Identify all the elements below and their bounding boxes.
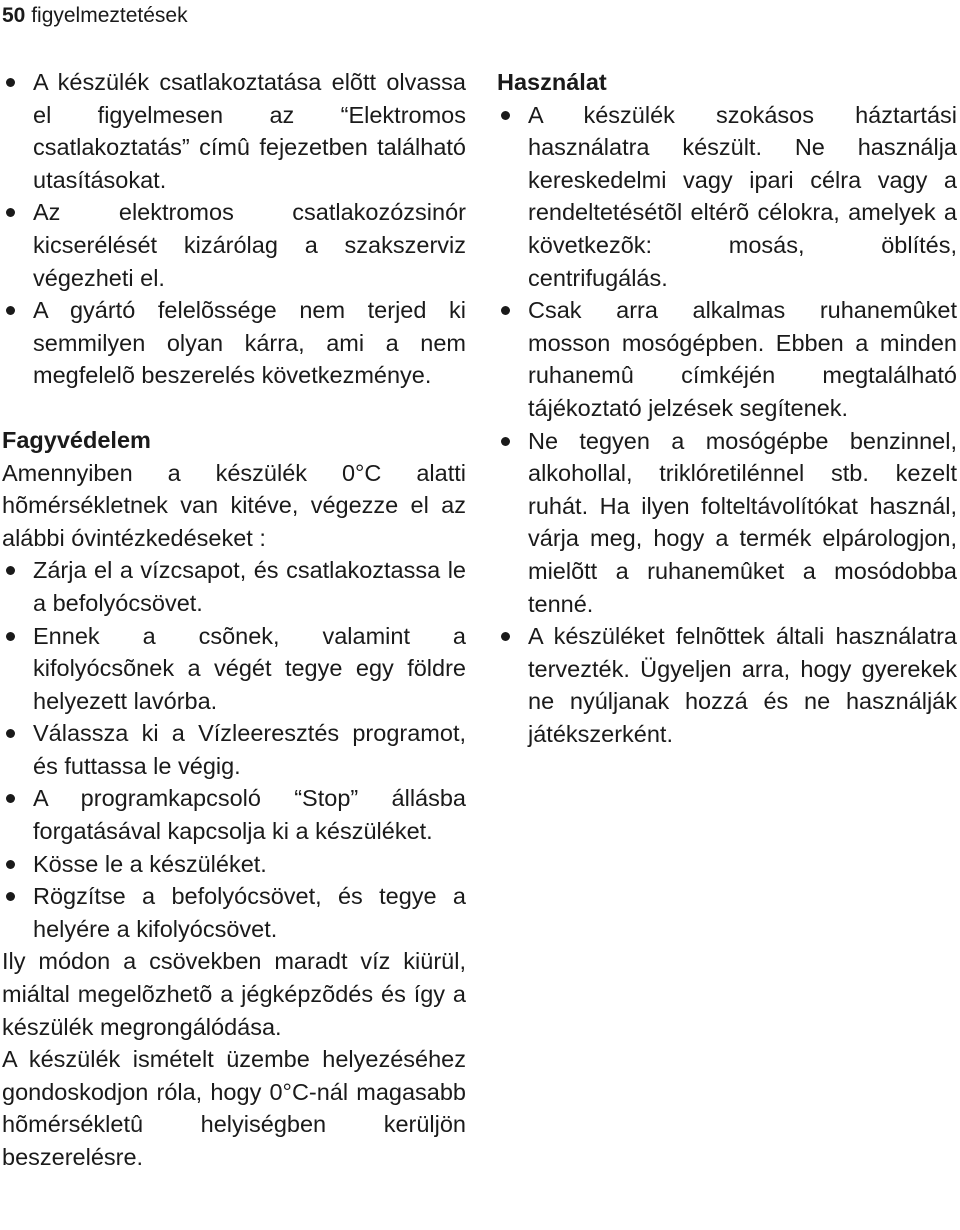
usage-bullet-list [497,99,957,751]
page-number: 50 [2,4,26,27]
left-column [2,66,466,1174]
intro-bullet-list [2,66,466,392]
right-column [497,66,957,750]
section-title: figyelmeztetések [31,4,188,27]
frost-intro-paragraph: Amennyiben a készülék 0°C alatti hõmérsékletnek van kitéve, végezze el az alábbi óvintézkedéseket : [2,459,466,551]
page-header [2,2,188,30]
list-item: Az elektromos csatlakozózsinór kicserélését kizárólag a szakszerviz végezheti el. [2,196,466,294]
frost-paragraph: A készülék ismételt üzembe helyezéséhez gondoskodjon róla, hogy 0°C-nál magasabb hõmérsékletû helyiségben kerüljön beszerelésre. [2,1046,466,1170]
list-item: Válassza ki a Vízleeresztés programot, és futtassa le végig. [2,717,466,782]
list-item: A programkapcsoló “Stop” állásba forgatásával kapcsolja ki a készüléket. [2,782,466,847]
list-item: A készülék szokásos háztartási használatra készült. Ne használja kereskedelmi vagy ipari célra vagy a rendeltetésétõl eltérõ célokra, amelyek a következõk: mosás, öblítés, centrifugálás. [497,99,957,295]
list-item: Zárja el a vízcsapot, és csatlakoztassa le a befolyócsövet. [2,554,466,619]
list-item: A készüléket felnõttek általi használatra tervezték. Ügyeljen arra, hogy gyerekek ne nyúljanak hozzá és ne használják játékszerként. [497,620,957,750]
list-item: Kösse le a készüléket. [2,848,466,881]
frost-bullet-list [2,554,466,945]
list-item: Ennek a csõnek, valamint a kifolyócsõnek a végét tegye egy földre helyezett lavórba. [2,620,466,718]
list-item: Csak arra alkalmas ruhanemûket mosson mosógépben. Ebben a minden ruhanemû címkéjén megtalálható tájékoztató jelzések segítenek. [497,294,957,424]
list-item: A készülék csatlakoztatása elõtt olvassa el figyelmesen az “Elektromos csatlakoztatás” címû fejezetben található utasításokat. [2,66,466,196]
frost-protection-heading: Fagyvédelem [2,426,151,453]
list-item: A gyártó felelõssége nem terjed ki semmilyen olyan kárra, ami a nem megfelelõ beszerelés következménye. [2,294,466,392]
list-item: Rögzítse a befolyócsövet, és tegye a helyére a kifolyócsövet. [2,880,466,945]
frost-paragraph: Ily módon a csövekben maradt víz kiürül, miáltal megelõzhetõ a jégképzõdés és így a készülék megrongálódása. [2,948,466,1040]
usage-heading: Használat [497,69,607,95]
list-item: Ne tegyen a mosógépbe benzinnel, alkohollal, triklóretilénnel stb. kezelt ruhát. Ha ilyen folteltávolítókat használ, várja meg, hogy a termék elpárologjon, mielõtt a ruhanemûket a mosódobba tenné. [497,425,957,621]
